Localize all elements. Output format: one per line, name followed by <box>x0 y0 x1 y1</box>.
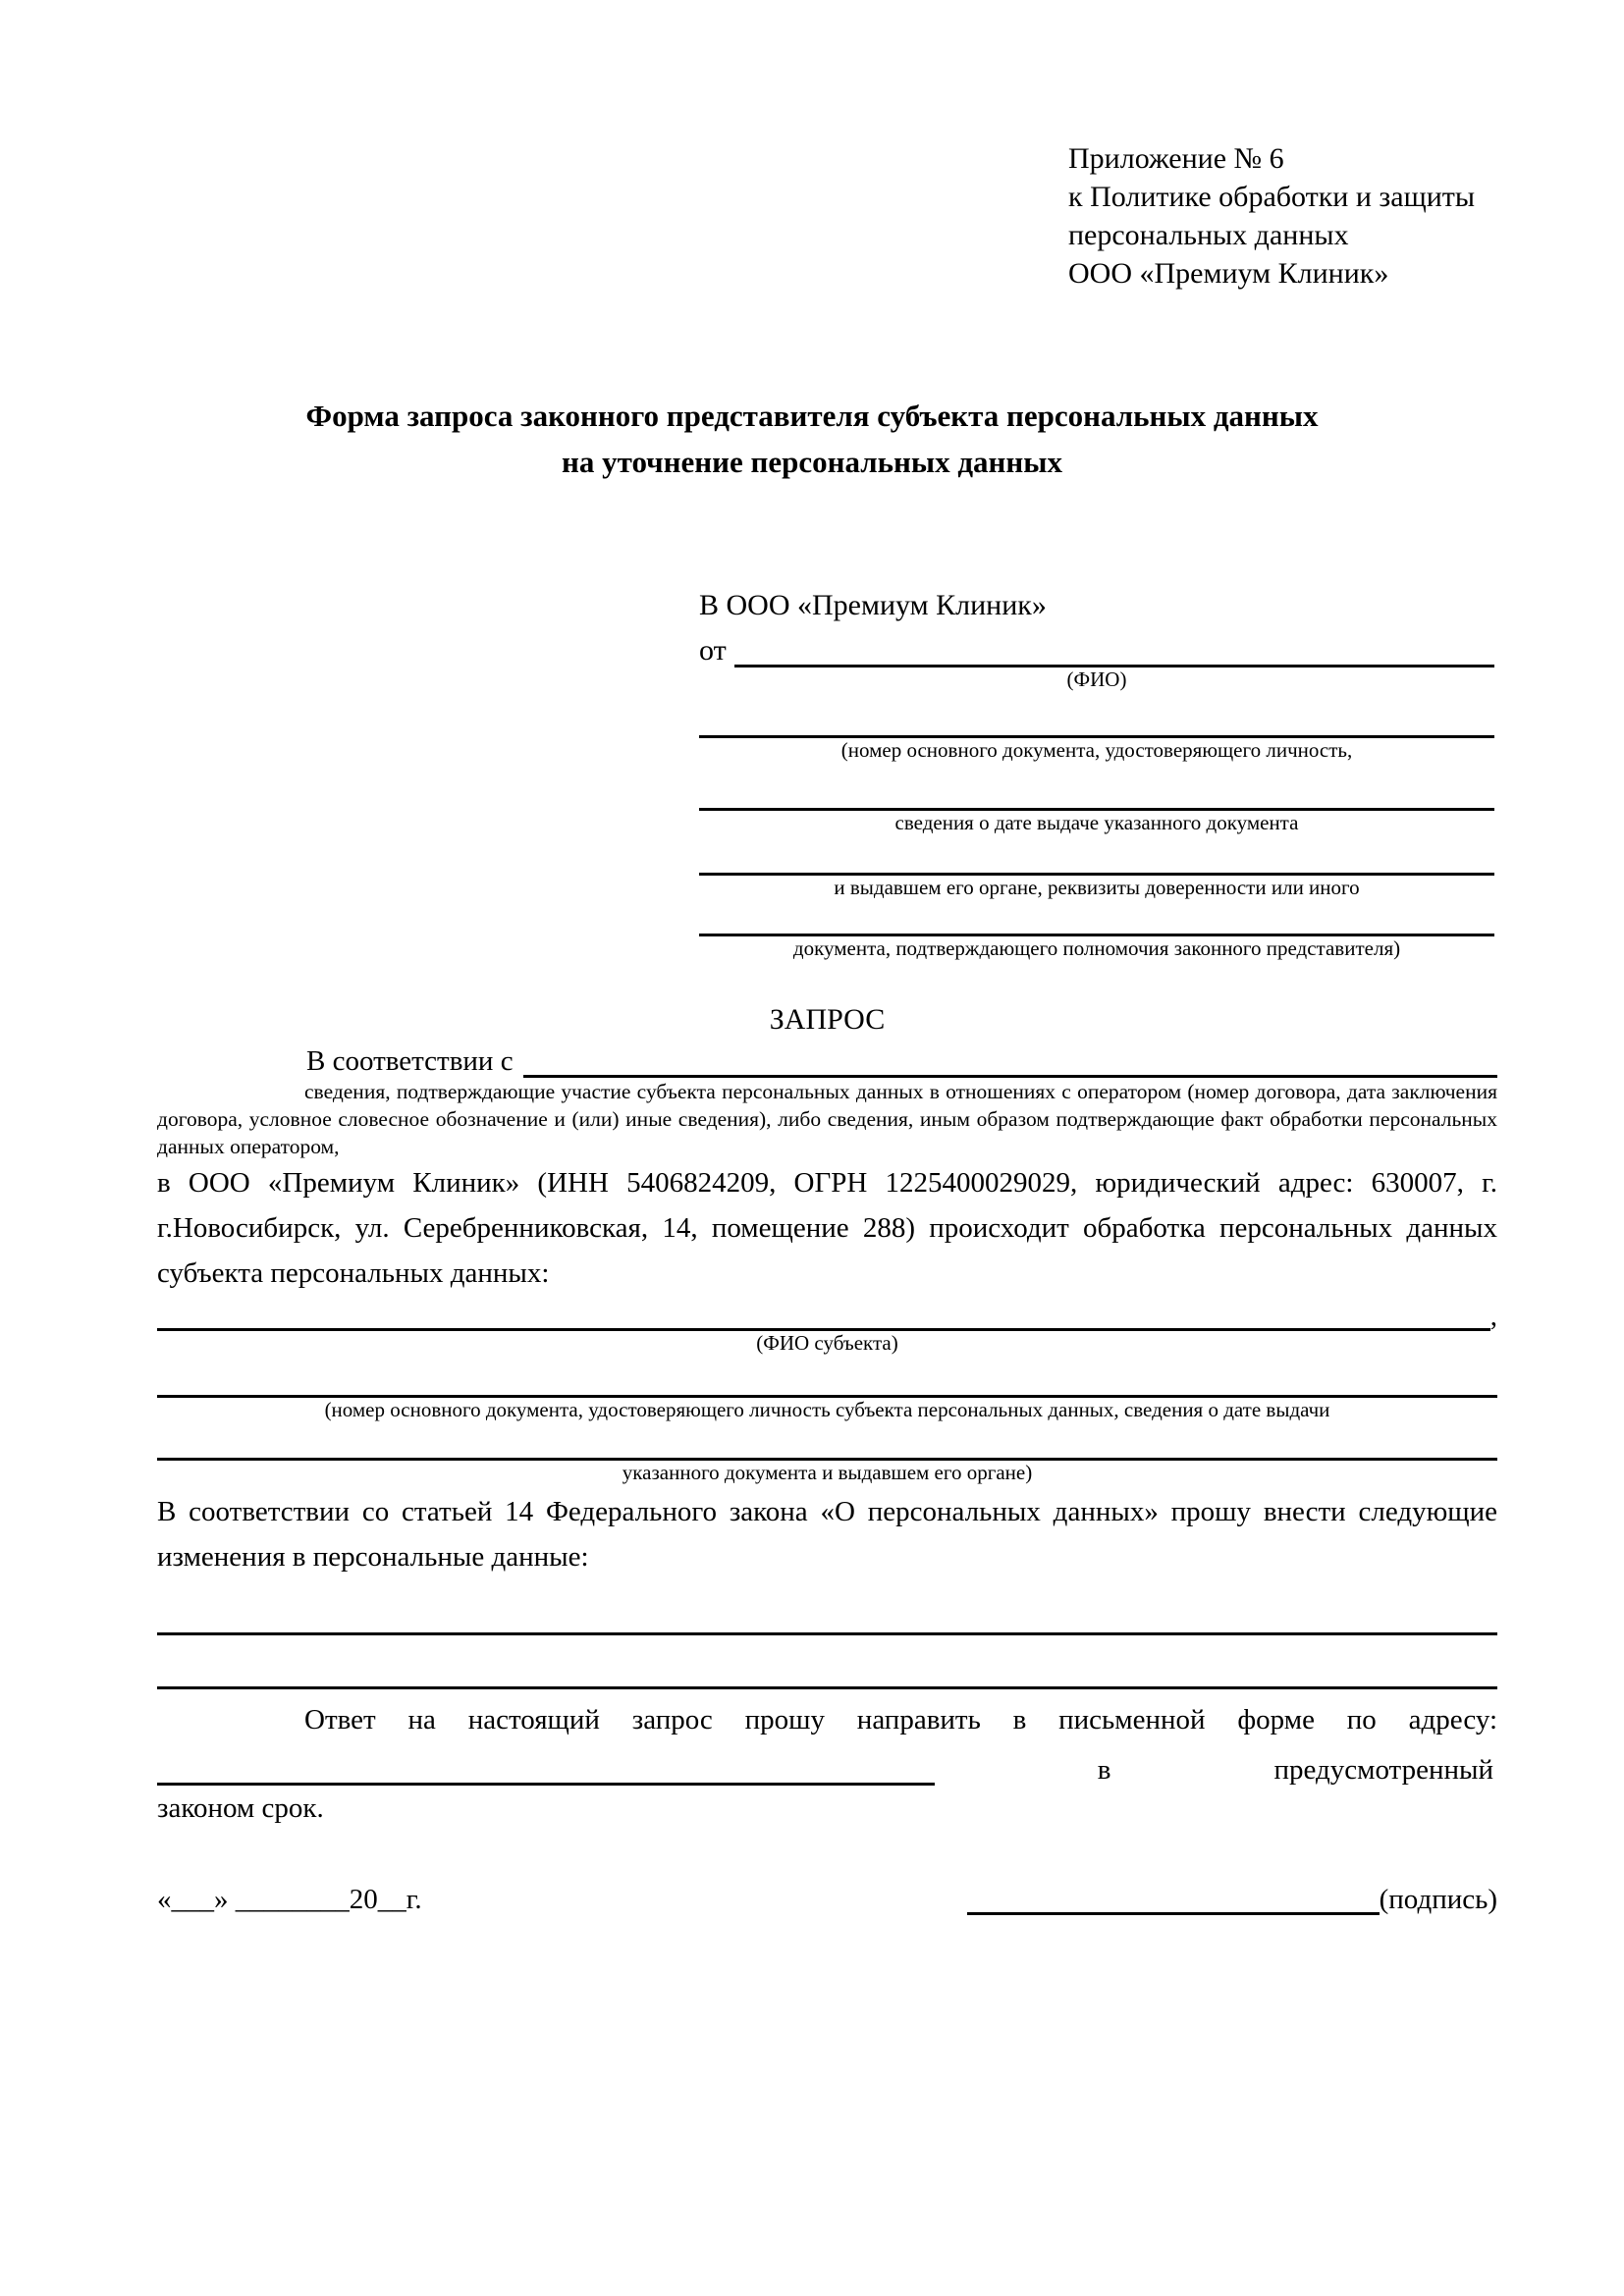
appendix-note-line: ООО «Премиум Клиник» <box>1068 257 1389 290</box>
law-paragraph: В соответствии со статьей 14 Федерального закона «О персональных данных» прошу внести следующие изменения в персональные данные: <box>157 1496 1497 1573</box>
changes-field-line-1[interactable] <box>157 1585 1497 1635</box>
doc-caption-1: (номер основного документа, удостоверяющего личность, <box>840 738 1353 762</box>
from-label: от <box>699 634 727 667</box>
representative-doc-field-line-4[interactable] <box>699 900 1494 936</box>
appendix-note <box>1068 139 1475 293</box>
signature-caption: (подпись) <box>1379 1884 1497 1915</box>
appendix-note-line: к Политике обработки и защиты <box>1068 181 1476 213</box>
appendix-note-line: персональных данных <box>1068 219 1349 251</box>
subject-doc-field-line-1[interactable] <box>157 1356 1497 1398</box>
basis-caption: сведения, подтверждающие участие субъекта персональных данных в отношениях с оператором (номер договора, дата заключения договора, условное словесное обозначение и (или) иные сведения), либо сведения, иным образом подтверждающие факт обработки персональных данных оператором, <box>157 1080 1497 1158</box>
subject-doc-field-line-2[interactable] <box>157 1422 1497 1461</box>
zapros-heading: ЗАПРОС <box>769 1003 886 1036</box>
representative-fio-field-line[interactable] <box>734 621 1494 667</box>
address-field-line[interactable] <box>157 1739 935 1786</box>
representative-doc-field-line-2[interactable] <box>699 763 1494 811</box>
addressee-block <box>699 587 1494 961</box>
changes-field-line-2[interactable] <box>157 1635 1497 1689</box>
subject-fio-field-line[interactable] <box>157 1293 1490 1331</box>
date-field[interactable]: «___» ________20__г. <box>157 1884 422 1915</box>
subject-doc-caption-1: (номер основного документа, удостоверяющего личность субъекта персональных данных, сведения о дате выдачи <box>324 1398 1330 1421</box>
signature-group <box>967 1879 1497 1915</box>
from-row <box>699 624 1494 667</box>
subject-fio-line-comma: , <box>1489 1301 1497 1332</box>
doc-caption-3: и выдавшем его органе, реквизиты доверенности или иного <box>834 876 1360 899</box>
answer-paragraph-line-1: Ответ на настоящий запрос прошу направить в письменной форме по адресу: <box>304 1704 1497 1735</box>
fio-caption: (ФИО) <box>1066 667 1127 691</box>
doc-caption-4: документа, подтверждающего полномочия законного представителя) <box>792 936 1401 960</box>
operator-paragraph: в ООО «Премиум Клиник» (ИНН 5406824209, ОГРН 1225400029029, юридический адрес: 630007, г. г.Новосибирск, ул. Серебренниковская, 14, помещение 288) происходит обработка персональных данных субъекта персональных данных: <box>157 1167 1497 1289</box>
answer-paragraph-line-3: законом срок. <box>157 1792 324 1824</box>
document-title <box>118 393 1506 485</box>
basis-label: В соответствии с <box>306 1045 514 1077</box>
appendix-note-line: Приложение № 6 <box>1068 142 1284 175</box>
doc-caption-2: сведения о дате выдаче указанного документа <box>894 811 1299 834</box>
footer-row <box>157 1876 1497 1915</box>
subject-fio-caption: (ФИО субъекта) <box>756 1331 898 1355</box>
answer-word-predusmotrenny: предусмотренный <box>1273 1754 1493 1786</box>
request-body <box>157 1003 1497 1915</box>
addressee-to: В ООО «Премиум Клиник» <box>699 589 1047 621</box>
signature-field-line[interactable] <box>967 1879 1380 1915</box>
basis-row <box>157 1041 1497 1078</box>
subject-fio-row <box>157 1296 1497 1331</box>
answer-address-row <box>157 1742 1497 1786</box>
answer-word-v: в <box>1097 1754 1111 1786</box>
representative-doc-field-line-1[interactable] <box>699 692 1494 738</box>
representative-doc-field-line-3[interactable] <box>699 835 1494 876</box>
document-title-line: Форма запроса законного представителя субъекта персональных данных <box>305 399 1319 433</box>
document-title-line: на уточнение персональных данных <box>562 445 1062 479</box>
subject-doc-caption-2: указанного документа и выдавшем его органе) <box>622 1461 1033 1484</box>
basis-field-line[interactable] <box>523 1038 1497 1078</box>
